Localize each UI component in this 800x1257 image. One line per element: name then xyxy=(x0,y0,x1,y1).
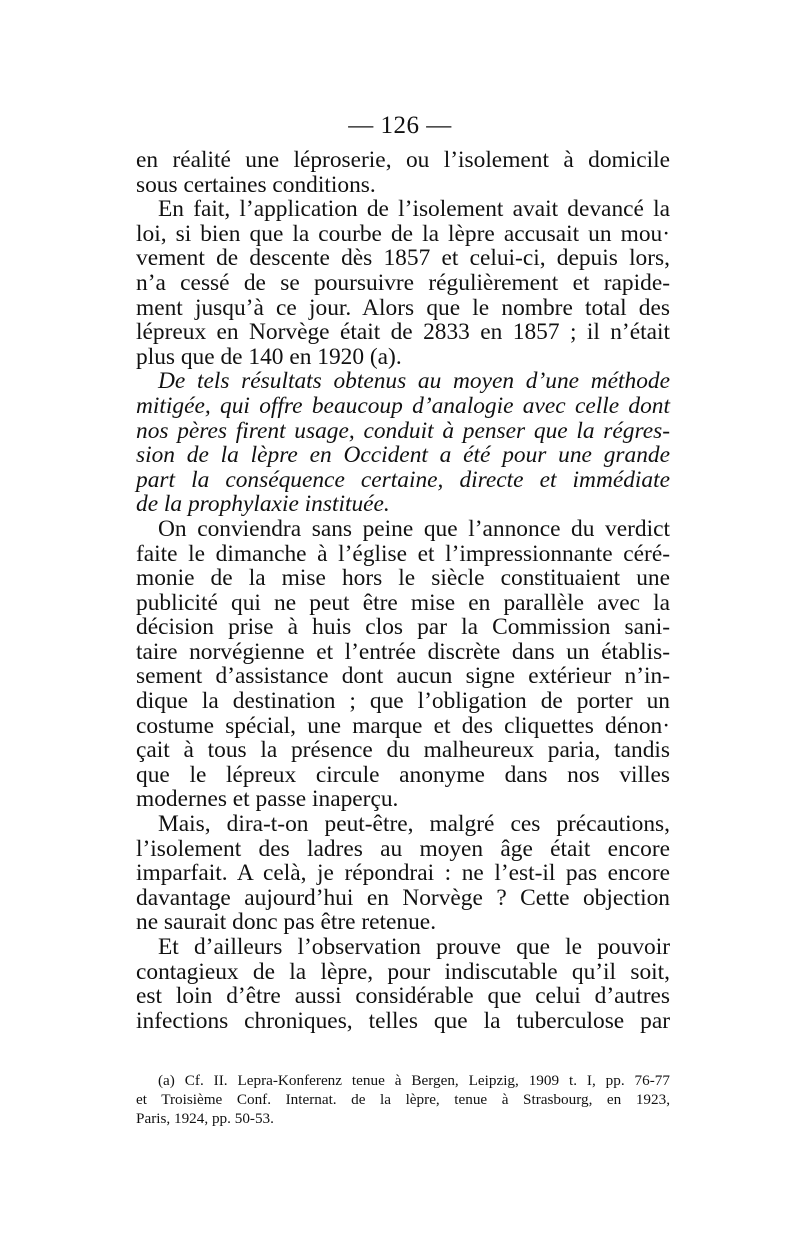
italic-text-line: mitigée, qui offre beaucoup d’analogie avec celle dont xyxy=(136,392,670,419)
text-line: dique la destination ; que l’obligation de porter un xyxy=(136,688,670,715)
text-line: davantage aujourd’hui en Norvège ? Cette objection xyxy=(136,884,670,911)
text-line: En fait, l’application de l’isolement avait devancé la xyxy=(158,196,670,223)
italic-text-line: sion de la lèpre en Occident a été pour une grande xyxy=(136,442,670,469)
footnote-line: (a) Cf. II. Lepra-Konferenz tenue à Bergen, Leipzig, 1909 t. I, pp. 76-77 xyxy=(158,1072,670,1089)
text-line: lépreux en Norvège était de 2833 en 1857 ; il n’était xyxy=(136,319,670,346)
text-line: monie de la mise hors le siècle constituaient une xyxy=(136,565,670,592)
text-line: modernes et passe inaperçu. xyxy=(136,786,399,813)
text-line: l’isolement des ladres au moyen âge était encore xyxy=(136,835,670,862)
text-line: vement de descente dès 1857 et celui-ci, depuis lors, xyxy=(136,245,670,272)
text-line: en réalité une léproserie, ou l’isolement à domicile xyxy=(136,147,670,173)
footnote-line: Paris, 1924, pp. 50-53. xyxy=(136,1109,274,1127)
text-line: faite le dimanche à l’église et l’impressionnante céré- xyxy=(136,540,670,567)
text-line: n’a cessé de se poursuivre régulièrement et rapide- xyxy=(136,269,670,296)
footnote-line: et Troisième Conf. Internat. de la lèpre, tenue à Strasbourg, en 1923, xyxy=(136,1090,670,1108)
text-line: Et d’ailleurs l’observation prouve que le pouvoir xyxy=(158,934,670,960)
text-line: contagieux de la lèpre, pour indiscutable qu’il soit, xyxy=(136,958,670,985)
text-line: ne saurait donc pas être retenue. xyxy=(136,909,437,936)
text-line: imparfait. A celà, je répondrai : ne l’est-il pas encore xyxy=(136,860,670,887)
text-line: que le lépreux circule anonyme dans nos villes xyxy=(136,761,670,788)
text-line: ment jusqu’à ce jour. Alors que le nombre total des xyxy=(136,294,670,321)
page-number: — 126 — xyxy=(348,112,452,139)
text-line: On conviendra sans peine que l’annonce du verdict xyxy=(158,515,670,542)
text-line: décision prise à huis clos par la Commission sani- xyxy=(136,614,670,641)
text-line: publicité qui ne peut être mise en parallèle avec la xyxy=(136,589,670,616)
body-text xyxy=(136,148,670,1033)
text-line: plus que de 140 en 1920 (a). xyxy=(136,343,402,370)
text-line: est loin d’être aussi considérable que celui d’autres xyxy=(136,983,670,1010)
text-line: sous certaines conditions. xyxy=(136,171,376,198)
italic-text-line: nos pères firent usage, conduit à penser que la régres- xyxy=(136,417,670,444)
italic-text-line: part la conséquence certaine, directe et immédiate xyxy=(136,466,670,493)
text-line: infections chroniques, telles que la tuberculose par xyxy=(136,1007,670,1034)
text-line: Mais, dira-t-on peut-être, malgré ces précautions, xyxy=(158,811,670,838)
text-line: loi, si bien que la courbe de la lèpre accusait un mou· xyxy=(136,220,670,247)
text-line: çait à tous la présence du malheureux paria, tandis xyxy=(136,737,670,764)
text-line: costume spécial, une marque et des cliquettes dénon· xyxy=(136,712,670,739)
text-line: sement d’assistance dont aucun signe extérieur n’in- xyxy=(136,663,670,690)
italic-text-line: de la prophylaxie instituée. xyxy=(136,491,390,518)
footnote xyxy=(136,1072,670,1128)
text-line: taire norvégienne et l’entrée discrète dans un établis- xyxy=(136,638,670,665)
italic-text-line: De tels résultats obtenus au moyen d’une méthode xyxy=(158,368,670,395)
